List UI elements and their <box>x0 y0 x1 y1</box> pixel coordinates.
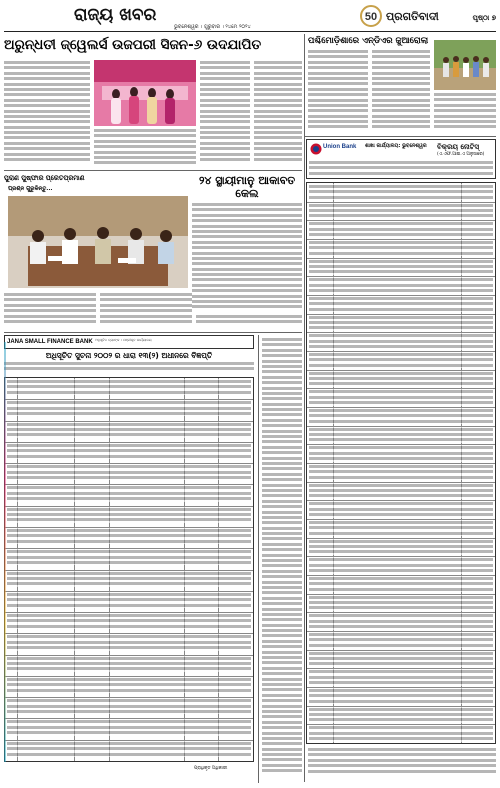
table-cell-text <box>309 408 493 425</box>
table-cell-text <box>309 445 493 462</box>
table-cell-text <box>309 240 493 257</box>
group-photo <box>434 40 496 90</box>
table-cell-text <box>7 379 251 398</box>
logo-text: ପ୍ରଗତିବାଦୀ <box>386 10 439 23</box>
auction-property-table <box>306 182 496 744</box>
story-text-block <box>4 292 96 326</box>
table-cell-text <box>7 656 251 675</box>
table-cell-text <box>7 698 251 717</box>
meeting-photo <box>8 196 188 288</box>
table-cell-text <box>7 400 251 419</box>
table-cell-text <box>7 613 251 632</box>
table-cell-text <box>309 539 493 556</box>
story-text-block <box>100 292 192 326</box>
jana-bank-notice-table <box>4 377 254 762</box>
table-cell-text <box>7 422 251 441</box>
newspaper-logo <box>360 4 450 26</box>
event-photo <box>94 60 196 126</box>
table-cell-text <box>309 333 493 350</box>
story-text-block <box>94 128 196 168</box>
notice-heading: ପୁରାଣ ପୁଷ୍ଫାର ପ୍ରେତପ୍ରମାଣ <box>4 174 85 182</box>
table-cell-text <box>309 184 493 201</box>
jana-bank-header <box>4 335 254 349</box>
table-cell-text <box>309 427 493 444</box>
table-cell-text <box>309 277 493 294</box>
table-cell-text <box>7 571 251 590</box>
table-cell-text <box>7 464 251 483</box>
table-cell-text <box>7 634 251 653</box>
dateline: ଭୁବନେଶ୍ୱର । ଗୁରୁବାର । ୨୪ମେ ୨୦୨୪ <box>174 24 251 30</box>
story-text-block <box>308 49 368 133</box>
union-bank-notice-header <box>306 139 496 179</box>
table-cell-text <box>309 389 493 406</box>
table-cell-text <box>309 315 493 332</box>
table-cell-text <box>309 259 493 276</box>
jana-bank-tagline: ଅନୁସୂଚିତ ବ୍ୟାଙ୍କ । ପଞ୍ଜୀକୃତ କାର୍ଯ୍ୟାଳୟ <box>95 338 152 342</box>
table-cell-text <box>309 221 493 238</box>
story-text-block <box>192 202 302 310</box>
table-cell-text <box>309 632 493 649</box>
table-cell-text <box>7 719 251 738</box>
story-text-block <box>196 314 302 328</box>
jana-signature: ପ୍ରାଧିକୃତ ଅଧିକାରୀ <box>194 766 228 771</box>
table-cell-text <box>7 741 251 760</box>
table-cell-text <box>309 371 493 388</box>
table-cell-text <box>309 520 493 537</box>
photo-side-caption: ପ୍ରଶ୍ନ ଗୁରୁକିନ୍ତୁ... <box>8 186 53 192</box>
table-cell-text <box>309 203 493 220</box>
table-cell-text <box>309 352 493 369</box>
table-cell-text <box>309 651 493 668</box>
logo-number: 50 <box>364 11 378 23</box>
table-cell-text <box>309 613 493 630</box>
table-cell-text <box>309 688 493 705</box>
sale-notice-title: ବିକ୍ରୟ ନୋଟିସ୍ <box>437 143 480 151</box>
table-cell-text <box>7 507 251 526</box>
story-text-block <box>434 92 496 134</box>
table-cell-text <box>7 549 251 568</box>
union-bank-name: Union Bank <box>323 144 357 150</box>
story-text-block <box>4 60 90 166</box>
table-cell-text <box>7 443 251 462</box>
story-text-block <box>200 60 250 166</box>
table-cell-text <box>309 576 493 593</box>
table-cell-text <box>309 557 493 574</box>
mid-headline: ୨୪ ସ୍ଥାୟୀମାନୁ ଆକାବତ କେଲ <box>198 174 296 200</box>
table-cell-text <box>7 592 251 611</box>
table-cell-text <box>7 485 251 504</box>
table-cell-text <box>309 483 493 500</box>
newspaper-page <box>4 2 496 786</box>
table-cell-text <box>309 464 493 481</box>
main-headline: ଅରୁନ୍ଧତୀ ଜ୍ୱେଲର୍ସ ଉଜପରୀ ସିଜନ-୬ ଉଦଯାପିତ <box>4 37 262 53</box>
table-cell-text <box>309 707 493 724</box>
table-cell-text <box>7 528 251 547</box>
table-cell-text <box>309 296 493 313</box>
masthead <box>4 2 496 32</box>
union-bank-branch: ଶାଖା କାର୍ଯ୍ୟାଳୟ: ଭୁବନେଶ୍ୱର <box>365 143 427 149</box>
right-headline: ପଶ୍ଚିମୋଡ଼ିଶାରେ ଏନ୍‌ଡିଏର ଜୁଆରୋଲା <box>308 36 429 46</box>
story-text-block <box>372 49 430 133</box>
page-title: ରାଜ୍ୟ ଖବର <box>74 5 157 25</box>
page-number: ପୃଷ୍ଠା ୭ <box>472 14 496 22</box>
sale-notice-subtitle: (ଏ.ଏଫ.ଆଇ.ଏ ଅନୁସାରେ) <box>437 152 485 157</box>
jana-table-title: ଅଧିସୂଚିତ ସୁଚନା ୨୦୦୨ ର ଧାରା ୧୩(୨) ଅଧୀନରେ ବିଜ୍ଞପ୍ତି <box>45 351 213 360</box>
table-cell-text <box>7 677 251 696</box>
logo-mark-icon <box>360 4 450 28</box>
table-cell-text <box>309 595 493 612</box>
table-cell-text <box>309 501 493 518</box>
table-cell-text <box>309 669 493 686</box>
jana-bank-name: JANA SMALL FINANCE BANK <box>7 339 93 345</box>
story-text-block <box>254 60 302 166</box>
table-cell-text <box>309 725 493 742</box>
